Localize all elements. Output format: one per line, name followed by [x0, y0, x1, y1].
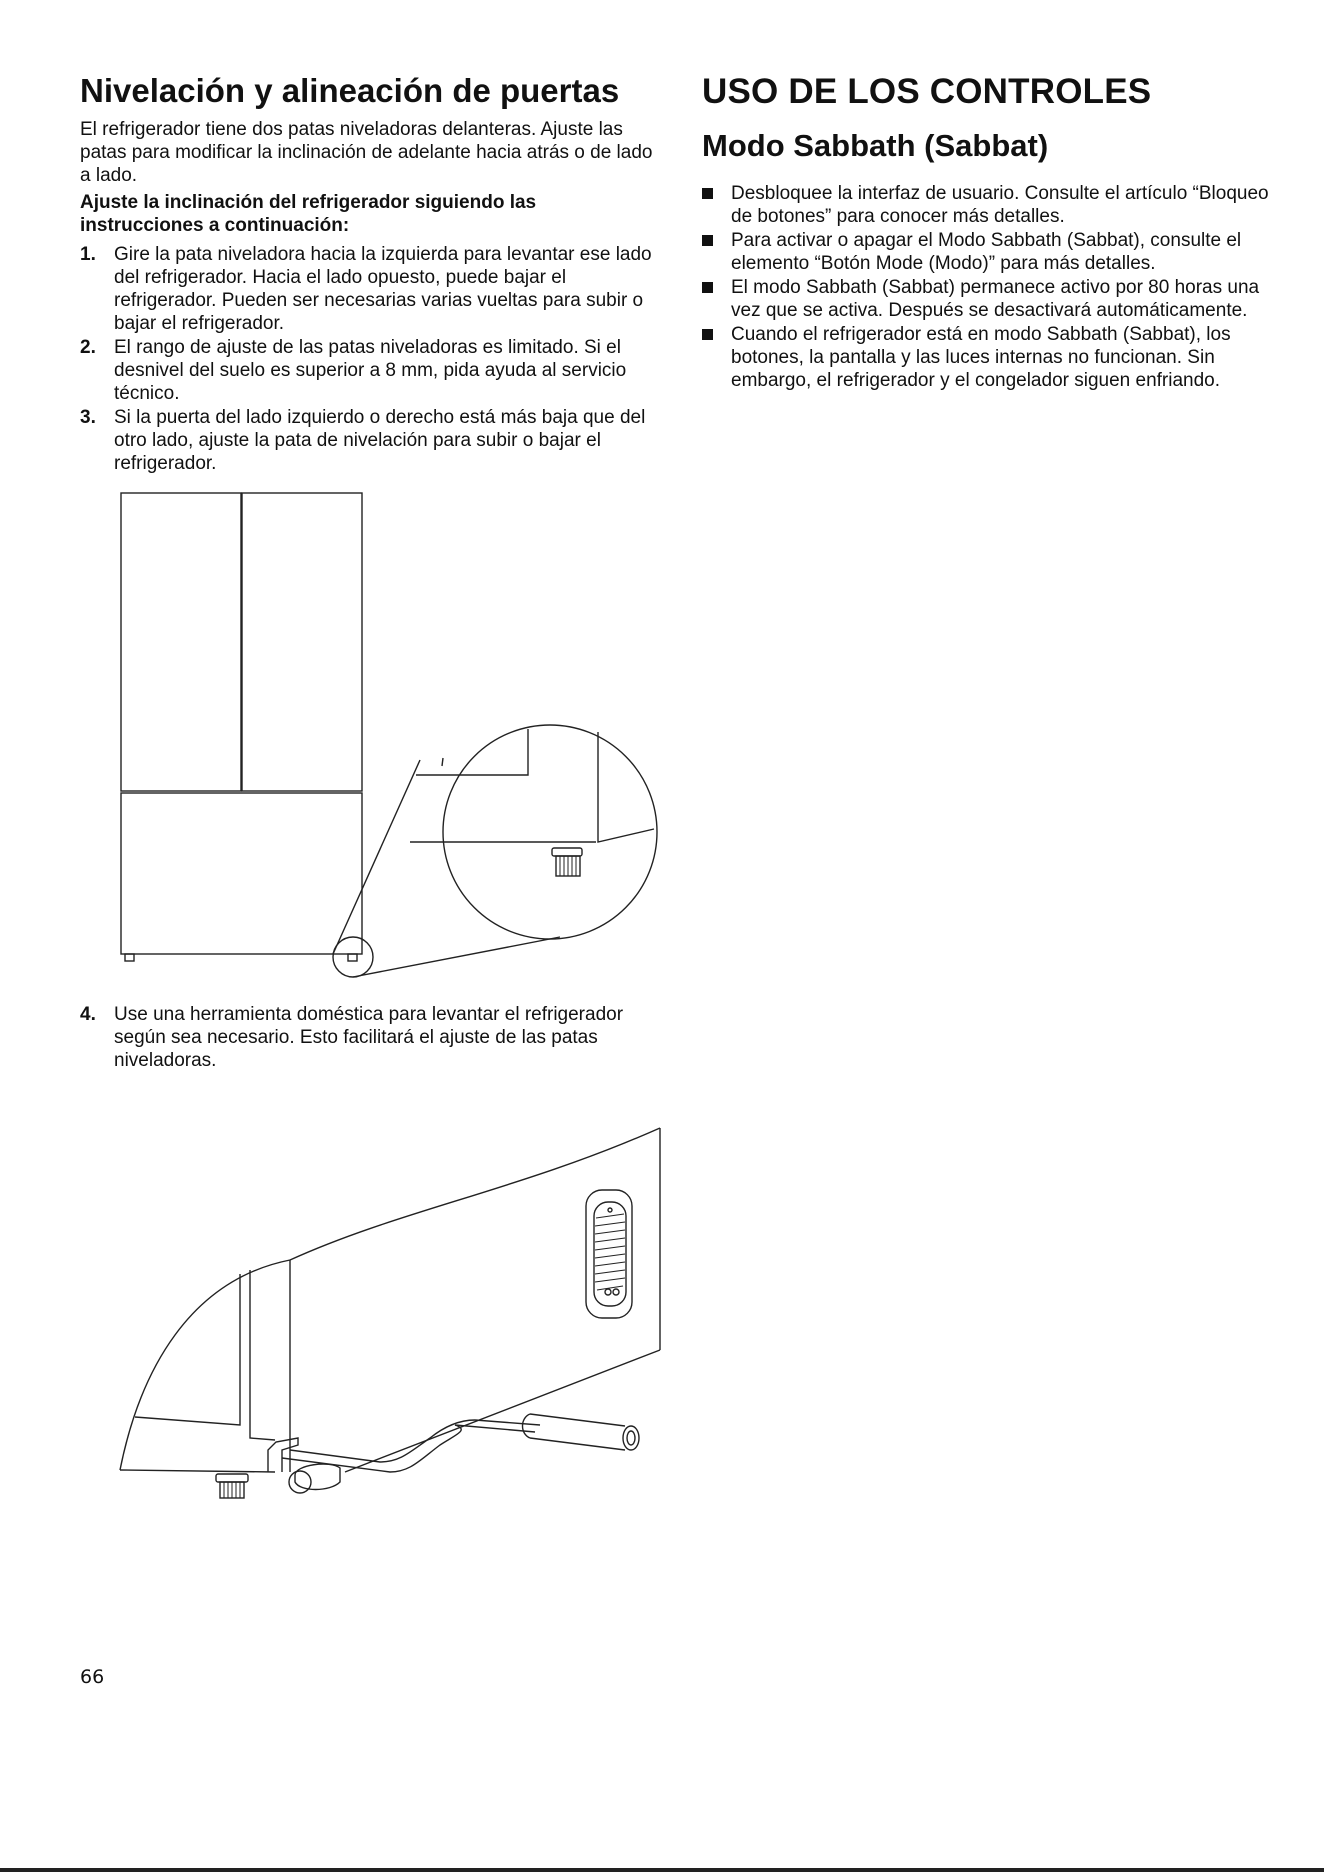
bullet-square-icon — [702, 282, 713, 293]
bullet-text: Para activar o apagar el Modo Sabbath (Sabbat), consulte el elemento “Botón Mode (Modo)” para más detalles. — [731, 229, 1242, 274]
step-4-block — [80, 1003, 660, 1073]
step-text: El rango de ajuste de las patas niveladoras es limitado. Si el desnivel del suelo es superior a 8 mm, pida ayuda al servicio técnico. — [114, 336, 627, 404]
page-number: 66 — [80, 1666, 105, 1688]
bullet-square-icon — [702, 329, 713, 340]
foot-highlight-circle — [333, 937, 373, 977]
step-text: Use una herramienta doméstica para levantar el refrigerador según sea necesario. Esto facilitará el ajuste de las patas niveladoras. — [114, 1004, 624, 1071]
list-item — [702, 182, 1288, 228]
left-door — [121, 493, 241, 791]
cabinet-top-edge — [120, 1128, 660, 1470]
right-foot — [348, 954, 357, 961]
step-number: 4. — [80, 1004, 96, 1025]
step-number: 3. — [80, 406, 96, 428]
list-item — [702, 276, 1288, 322]
step-number: 1. — [80, 243, 96, 265]
right-column — [702, 72, 1288, 393]
right-door — [242, 493, 362, 791]
bullet-text: Cuando el refrigerador está en modo Sabbath (Sabbat), los botones, la pantalla y las luces internas no funcionan. Sin embargo, el refrigerador y el congelador siguen enfriando. — [731, 323, 1231, 391]
freezer-drawer — [121, 793, 362, 954]
section-title-leveling: Nivelación y alineación de puertas — [80, 72, 620, 109]
step-text: Gire la pata niveladora hacia la izquierda para levantar ese lado del refrigerador. Hacia el lado opuesto, puede bajar el refrigerador. Pueden ser necesarias varias vueltas para subir o bajar el refrigerador. — [114, 243, 652, 334]
step-text: Si la puerta del lado izquierdo o derecho está más baja que del otro lado, ajuste la pata de nivelación para subir o bajar el refrigerador. — [114, 406, 646, 474]
left-foot — [125, 954, 134, 961]
zoom-detail-circle — [443, 725, 657, 939]
bullet-text: Desbloquee la interfaz de usuario. Consulte el artículo “Bloqueo de botones” para conocer más detalles. — [731, 182, 1269, 227]
sabbath-bullet-list — [702, 182, 1288, 392]
left-column — [80, 72, 660, 476]
steps-list-4 — [80, 1003, 660, 1072]
list-item — [702, 323, 1288, 392]
step-item — [80, 243, 660, 335]
step-item — [80, 406, 660, 475]
section-title-controls: USO DE LOS CONTROLES — [702, 72, 1152, 111]
bullet-text: El modo Sabbath (Sabbat) permanece activo por 80 horas una vez que se activa. Después se desactivará automáticamente. — [731, 276, 1260, 321]
bullet-square-icon — [702, 235, 713, 246]
subsection-title-sabbath: Modo Sabbath (Sabbat) — [702, 128, 1049, 164]
tool-handle — [530, 1414, 625, 1426]
lifting-tool-figure — [100, 1120, 680, 1520]
refrigerator-leveling-figure — [100, 484, 680, 986]
bottom-rule — [0, 1868, 1324, 1872]
step-number: 2. — [80, 336, 96, 358]
list-item — [702, 229, 1288, 275]
step-item — [80, 336, 660, 405]
instructions-note: Ajuste la inclinación del refrigerador siguiendo las instrucciones a continuación: — [80, 191, 537, 236]
intro-paragraph: El refrigerador tiene dos patas niveladoras delanteras. Ajuste las patas para modificar la inclinación de adelante hacia atrás o de lado a lado. — [80, 118, 653, 186]
vent-frame — [586, 1190, 632, 1318]
bullet-square-icon — [702, 188, 713, 199]
step-item — [80, 1003, 660, 1072]
steps-list-1-3 — [80, 243, 660, 475]
